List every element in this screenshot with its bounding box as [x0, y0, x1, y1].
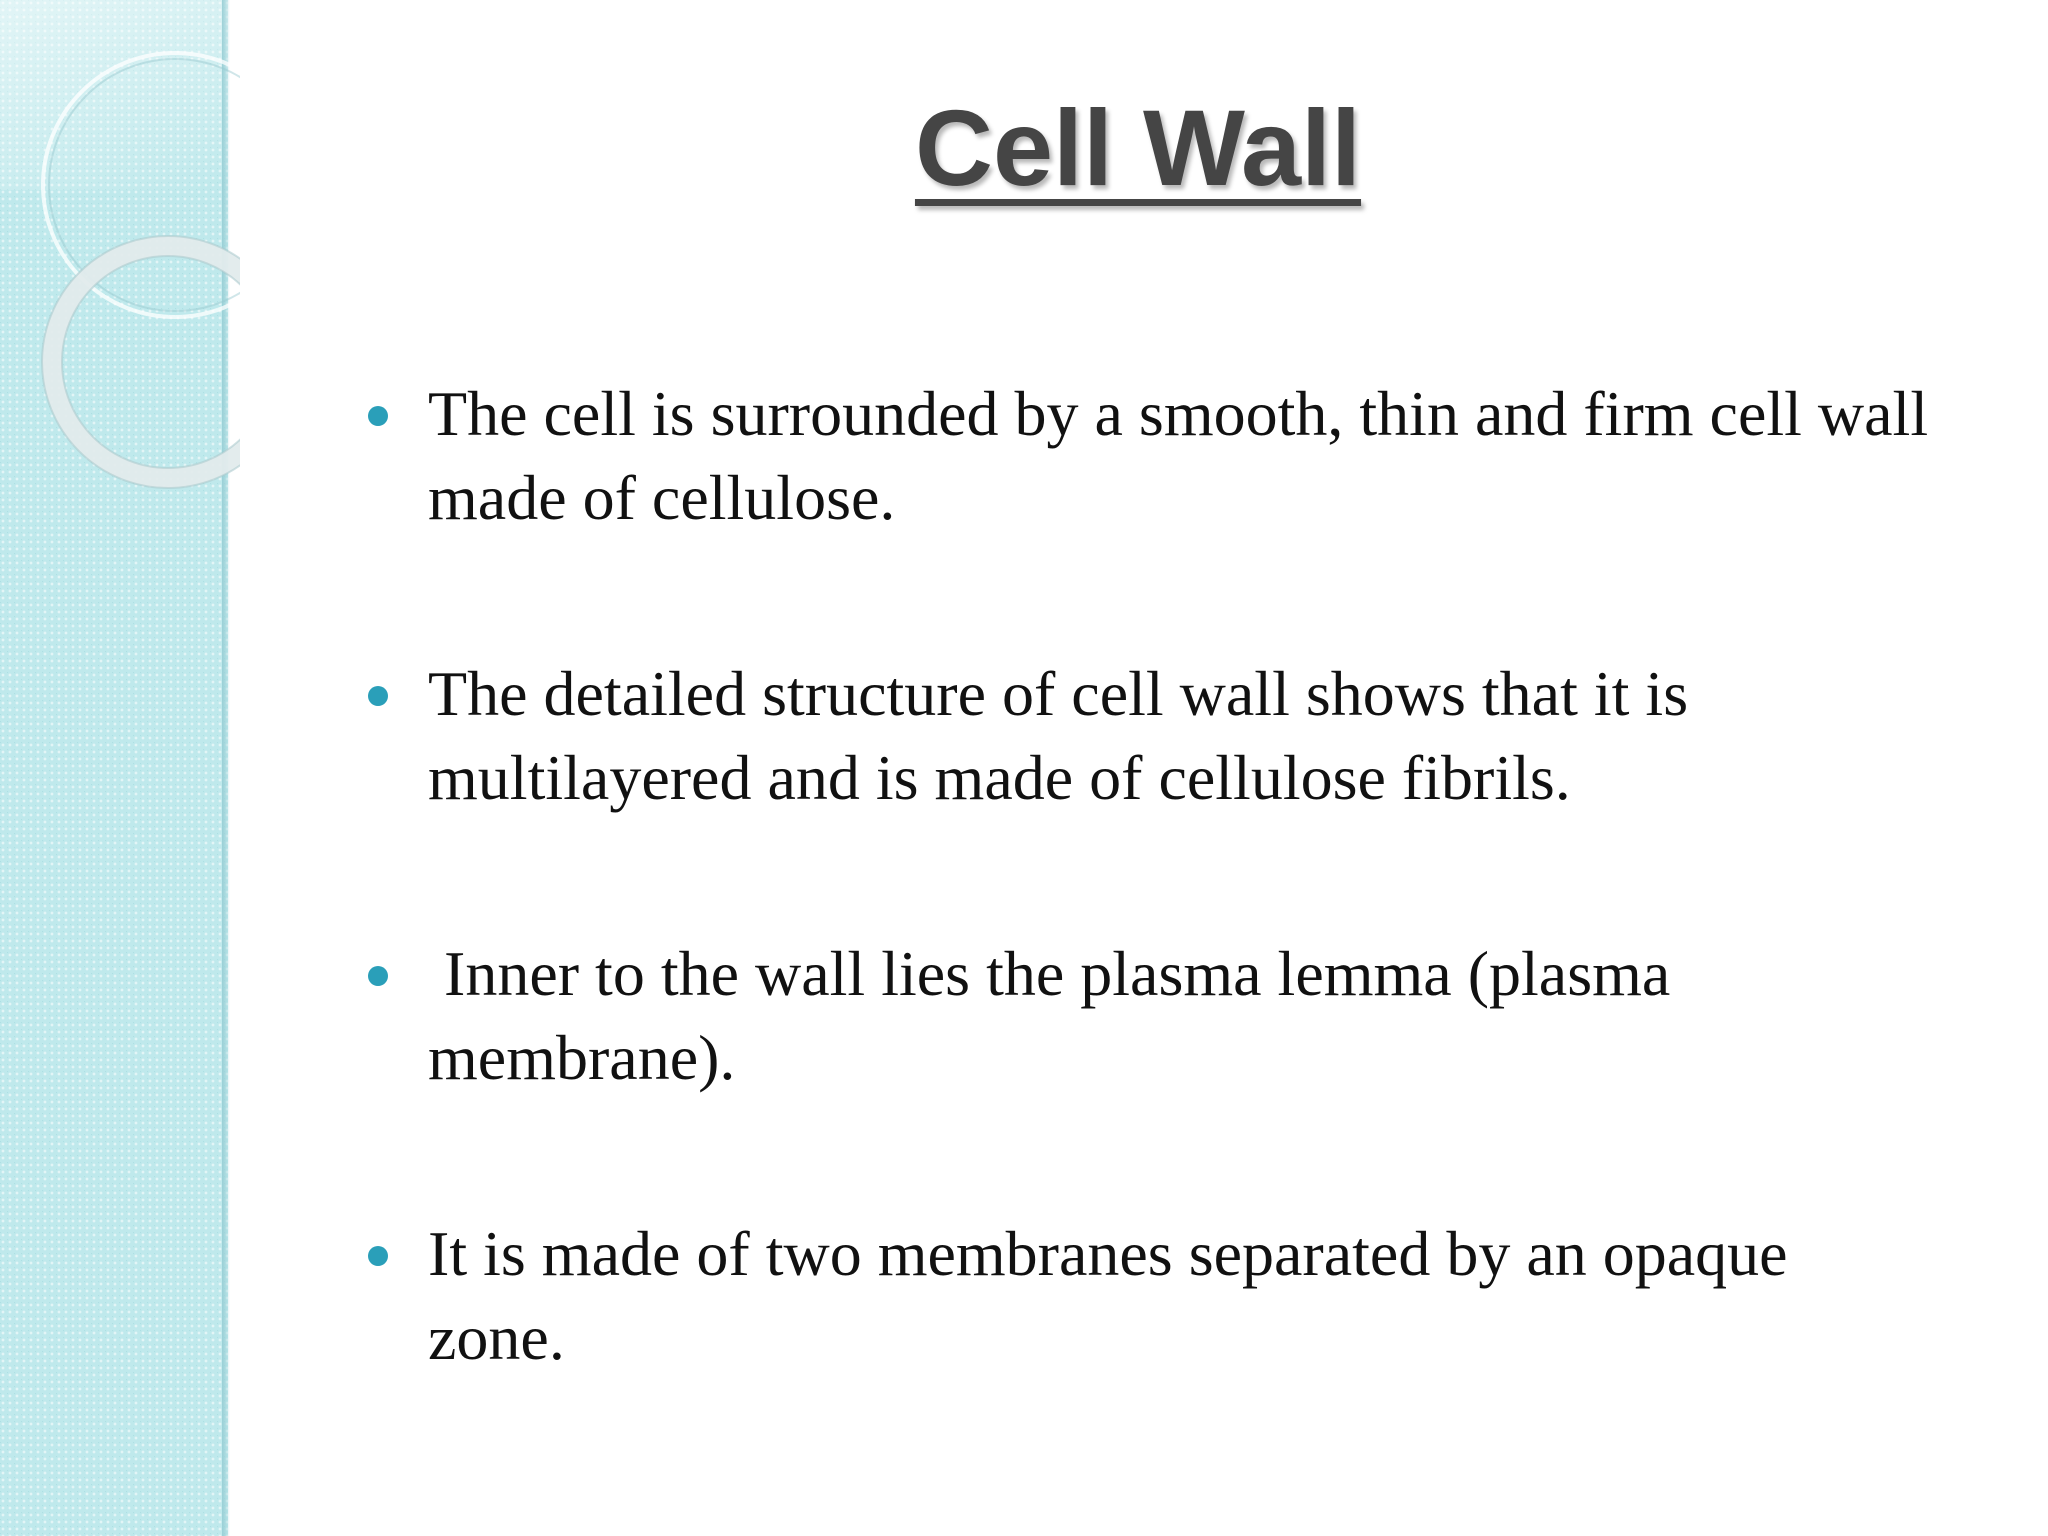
- bullet-item: [370, 932, 1930, 1100]
- bullet-text: The detailed structure of cell wall shows that it is multilayered and is made of cellulose fibrils.: [428, 658, 1689, 813]
- bullet-dot-icon: [368, 686, 388, 706]
- bullet-item: [370, 652, 1930, 820]
- decorative-rings: [0, 0, 240, 520]
- bullet-dot-icon: [368, 966, 388, 986]
- small-ring: [52, 246, 240, 478]
- bullet-text: Inner to the wall lies the plasma lemma (plasma membrane).: [428, 938, 1687, 1093]
- bullet-text: It is made of two membranes separated by an opaque zone.: [428, 1218, 1788, 1373]
- bullet-dot-icon: [368, 1246, 388, 1266]
- slide-title: Cell Wall: [914, 87, 1362, 208]
- bullet-item: [370, 372, 1930, 540]
- bullet-item: [370, 1212, 1930, 1380]
- bullet-dot-icon: [368, 406, 388, 426]
- small-ring-outer-edge: [42, 236, 240, 488]
- bullet-text: The cell is surrounded by a smooth, thin and firm cell wall made of cellulose.: [428, 378, 1929, 533]
- large-ring-outline: [43, 53, 240, 317]
